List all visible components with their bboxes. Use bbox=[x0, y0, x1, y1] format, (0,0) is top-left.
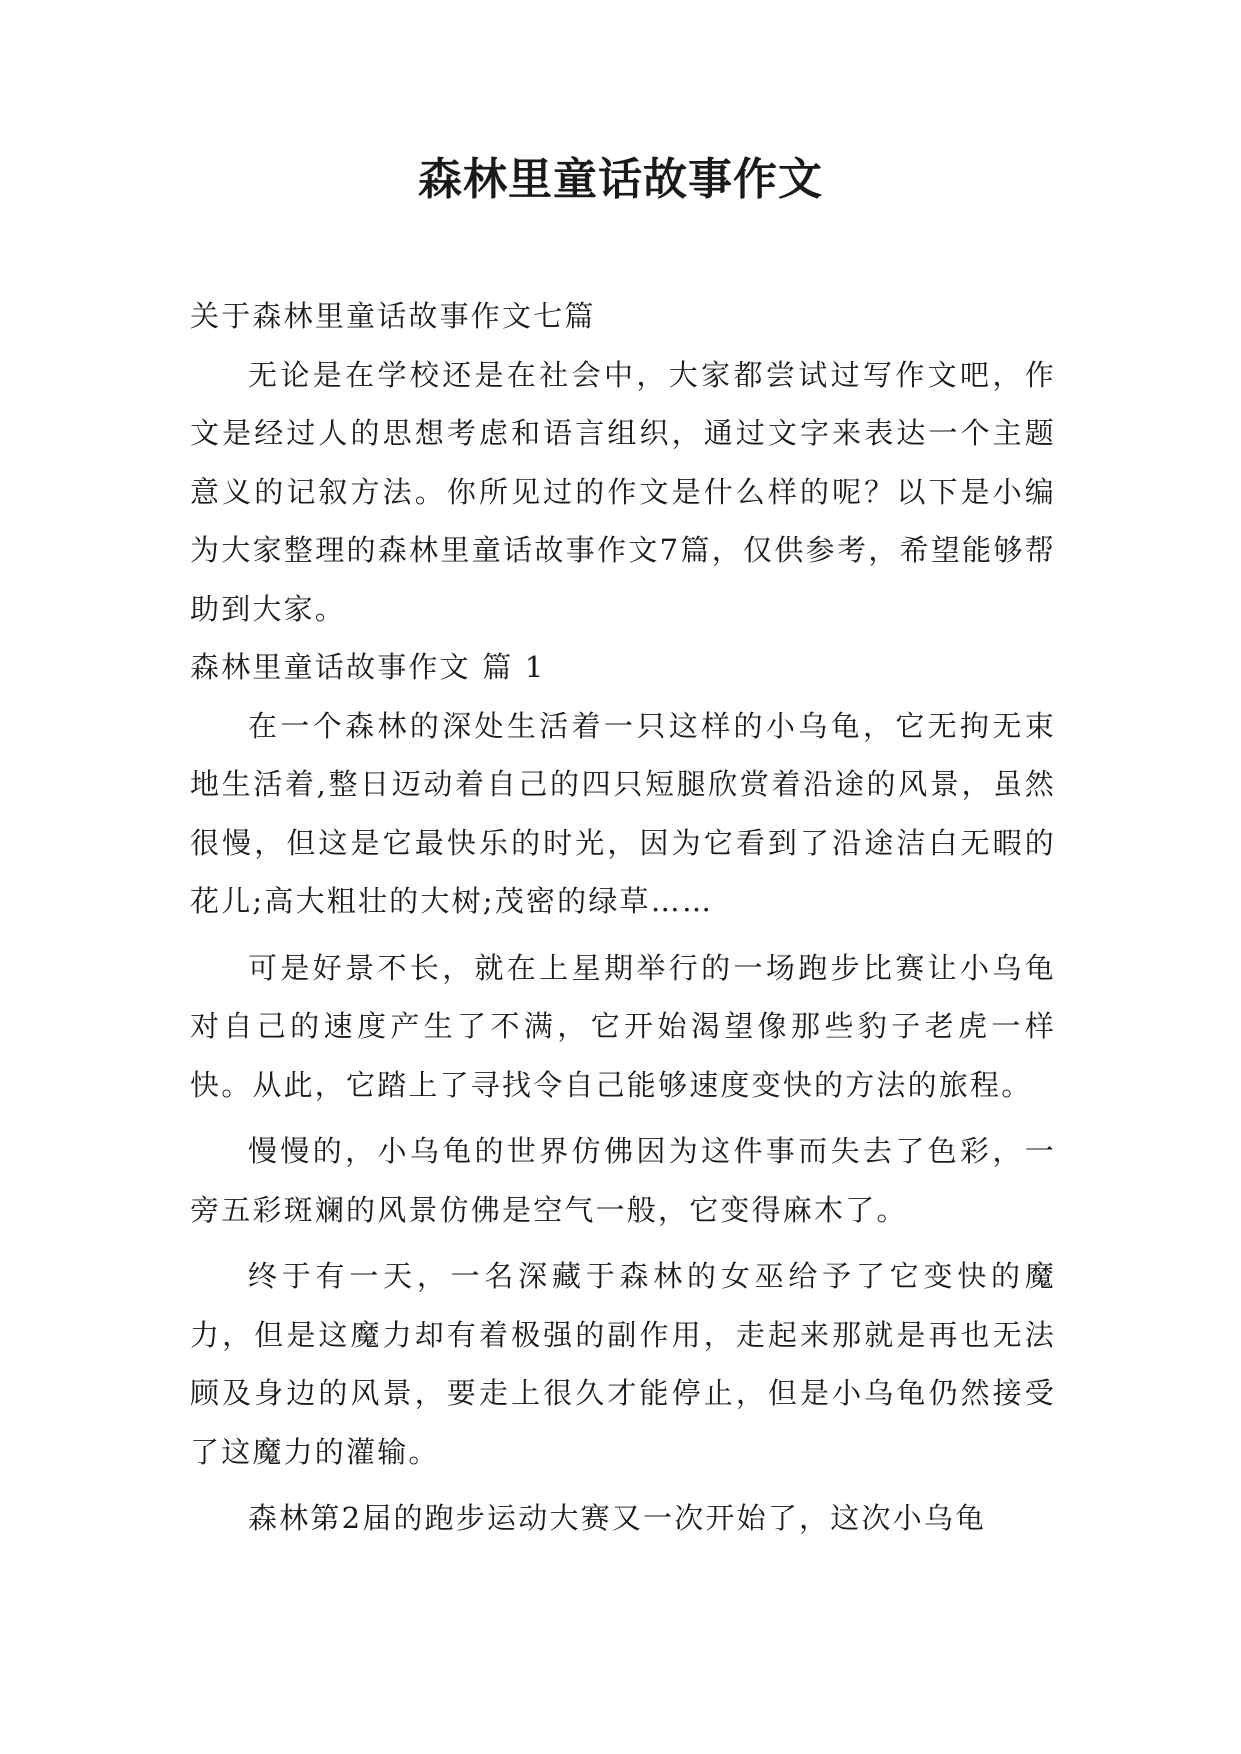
document-title: 森林里童话故事作文 bbox=[418, 154, 823, 205]
story-paragraph-3: 慢慢的，小乌龟的世界仿佛因为这件事而失去了色彩，一旁五彩斑斓的风景仿佛是空气一般，它变得麻木了。 bbox=[190, 1134, 1056, 1227]
intro-heading: 关于森林里童话故事作文七篇 bbox=[190, 299, 596, 333]
story-paragraph-1: 在一个森林的深处生活着一只这样的小乌龟，它无拘无束地生活着,整日迈动着自己的四只短腿欣赏着沿途的风景，虽然很慢，但这是它最快乐的时光，因为它看到了沿途洁白无暇的花儿;高大粗壮的大树;茂密的绿草…… bbox=[190, 708, 1056, 918]
story-paragraph-4: 终于有一天，一名深藏于森林的女巫给予了它变快的魔力，但是这魔力却有着极强的副作用，走起来那就是再也无法顾及身边的风景，要走上很久才能停止，但是小乌龟仍然接受了这魔力的灌输。 bbox=[190, 1259, 1056, 1469]
section-heading: 森林里童话故事作文 篇 1 bbox=[190, 650, 546, 684]
document-body bbox=[190, 287, 1056, 1548]
intro-paragraph: 无论是在学校还是在社会中，大家都尝试过写作文吧，作文是经过人的思想考虑和语言组织，通过文字来表达一个主题意义的记叙方法。你所见过的作文是什么样的呢？以下是小编为大家整理的森林里童话故事作文7篇，仅供参考，希望能够帮助到大家。 bbox=[190, 357, 1056, 626]
story-paragraph-5: 森林第2届的跑步运动大赛又一次开始了，这次小乌龟 bbox=[248, 1501, 987, 1535]
story-paragraph-2: 可是好景不长，就在上星期举行的一场跑步比赛让小乌龟对自己的速度产生了不满，它开始渴望像那些豹子老虎一样快。从此，它踏上了寻找令自己能够速度变快的方法的旅程。 bbox=[190, 950, 1056, 1102]
